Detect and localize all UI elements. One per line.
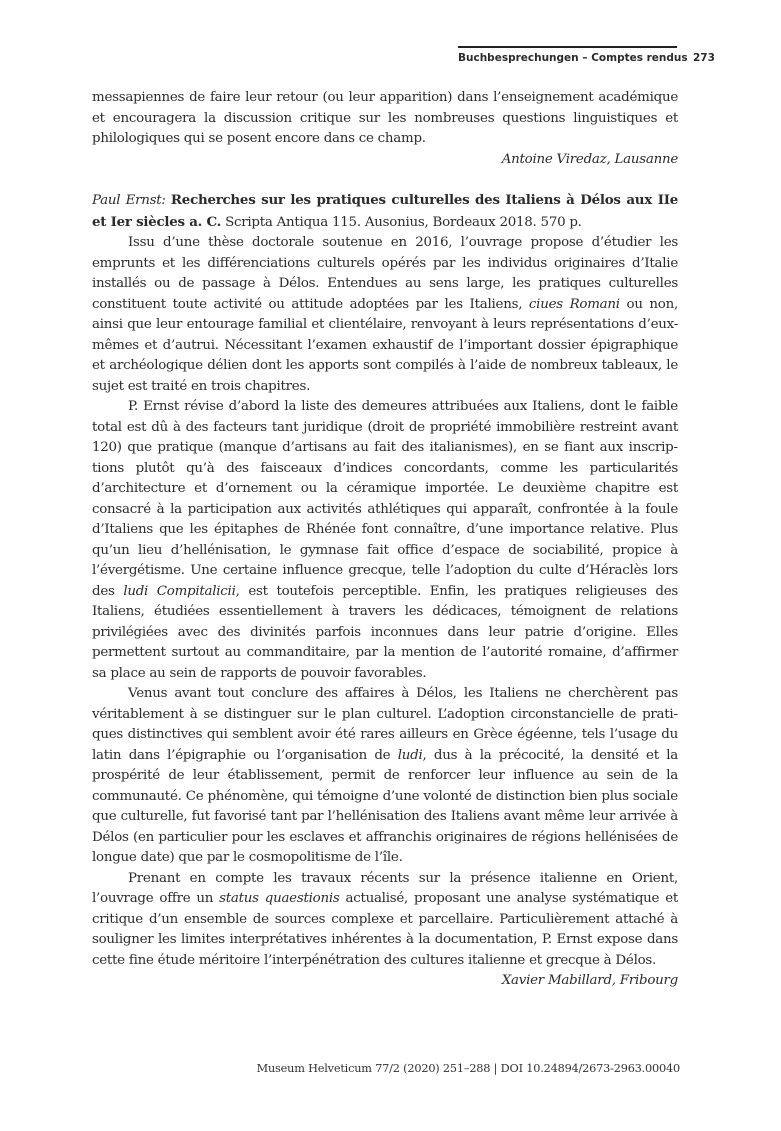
review-paragraph-2 bbox=[92, 397, 678, 684]
review-book-title: Recherches sur les pratiques culturelles des Italiens à Délos aux IIe et Ier siècles a. C. bbox=[92, 192, 679, 230]
page-body bbox=[92, 88, 678, 992]
text-run: , dus à la précocité, la densité et la prospérité de leur établissement, permit de renforcer leur influence au sein de la communauté. Ce phénomène, qui témoigne d’une volonté de distinction bien plus sociale que culturelle, fut favorisé tant par l’hellénisation des Italiens avant même leur arrivée à Délos (en particulier pour les esclaves et affranchis originaires de régions hellénisées de longue date) que par le cosmopolitisme de l’île. bbox=[92, 747, 678, 865]
previous-review-closing: messapiennes de faire leur retour (ou leur apparition) dans l’enseignement académique et encouragera la discussion critique sur les nombreuses questions linguistiques et philologiques qui se posent encore dans ce champ. bbox=[92, 90, 678, 146]
review-citation bbox=[92, 190, 678, 233]
text-run: P. Ernst révise d’abord la liste des demeures attribuées aux Italiens, dont le faible total est dû à des facteurs tant juridique (droit de propriété immobilière restreint avant 120) que pratique (manque d’artisans au fait des italianismes), en se fiant aux inscriptions plutôt qu’à des faisceaux d’indices concordants, comme les particularités d’architecture et d’ornement ou la céramique importée. Le deuxième chapitre est consacré à la participation aux activités athlétiques qui apparaît, confrontée à la foule d’Italiens que les épitaphes de Rhénée font connaître, d’une importance relative. Plus qu’un lieu d’hellénisation, le gymnase fait office d’espace de sociabilité, propice à l’évergétisme. Une certaine influence grecque, telle l’adoption du culte d’Héraclès lors des bbox=[92, 399, 678, 599]
text-run: Issu d’une thèse doctorale soutenue en 2016, l’ouvrage propose d’étudier les emprunts et les différenciations culturels opérés par les individus originaires d’Italie installés ou de passage à Délos. Entendues au sens large, les pratiques culturelles constituent toute activité ou attitude adoptées par les Italiens, bbox=[92, 235, 678, 312]
review-paragraph-4 bbox=[92, 869, 678, 972]
text-run: ou non, ainsi que leur entourage familial et clientélaire, renvoyant à leurs représentations d’eux-mêmes et d’autrui. Nécessitant l’examen exhaustif de l’important dossier épigraphique et archéologique délien dont les apports sont compilés à l’aide de nombreux tableaux, le sujet est traité en trois chapitres. bbox=[92, 296, 679, 394]
italic-term: ciues Romani bbox=[528, 296, 620, 312]
text-run: actualisé, proposant une analyse systématique et critique d’un ensemble de sources complexe et parcellaire. Particulièrement attaché à souligner les limites interprétatives inhérentes à la documentation, P. Ernst expose dans cette fine étude méritoire l’interpénétration des cultures italienne et grecque à Délos. bbox=[92, 891, 678, 968]
review-publication: Scripta Antiqua 115. Ausonius, Bordeaux 2018. 570 p. bbox=[225, 214, 582, 230]
text-run: Prenant en compte les travaux récents sur la présence italienne en Orient, l’ouvrage offre un bbox=[92, 870, 678, 906]
italic-term: ludi bbox=[397, 747, 423, 763]
italic-term: ludi Compitalicii bbox=[123, 583, 236, 599]
previous-review-signature: Antoine Viredaz, Lausanne bbox=[501, 151, 678, 167]
text-run: , est toutefois perceptible. Enfin, les pratiques religieuses des Italiens, étudiées essentiellement à travers les dédicaces, témoignent de relations privilégiées avec des divinités parfois inconnues dans leur patrie d’origine. Elles permettent surtout au commanditaire, par la mention de l’autorité romaine, d’affirmer sa place au sein de rapports de pouvoir favorables. bbox=[92, 583, 679, 681]
running-title: Buchbesprechungen – Comptes rendus bbox=[458, 52, 688, 64]
review-paragraph-1 bbox=[92, 233, 678, 397]
review-signature: Xavier Mabillard, Fribourg bbox=[501, 973, 678, 988]
review-author: Paul Ernst: bbox=[92, 193, 166, 208]
page-number: 273 bbox=[693, 52, 715, 64]
italic-term: status quaestionis bbox=[219, 891, 340, 906]
review-paragraph-3 bbox=[92, 684, 678, 869]
journal-footer: Museum Helveticum 77/2 (2020) 251–288 | DOI 10.24894/2673-2963.00040 bbox=[256, 1062, 680, 1075]
text-run: Venus avant tout conclure des affaires à Délos, les Italiens ne cherchèrent pas véritablement à se distinguer sur le plan culturel. L’adoption circonstancielle de pratiques distinctives qui semblent avoir été rares ailleurs en Grèce égéenne, tels l’usage du latin dans l’épigraphie ou l’organisation de bbox=[92, 686, 678, 763]
header-rule bbox=[458, 46, 677, 48]
